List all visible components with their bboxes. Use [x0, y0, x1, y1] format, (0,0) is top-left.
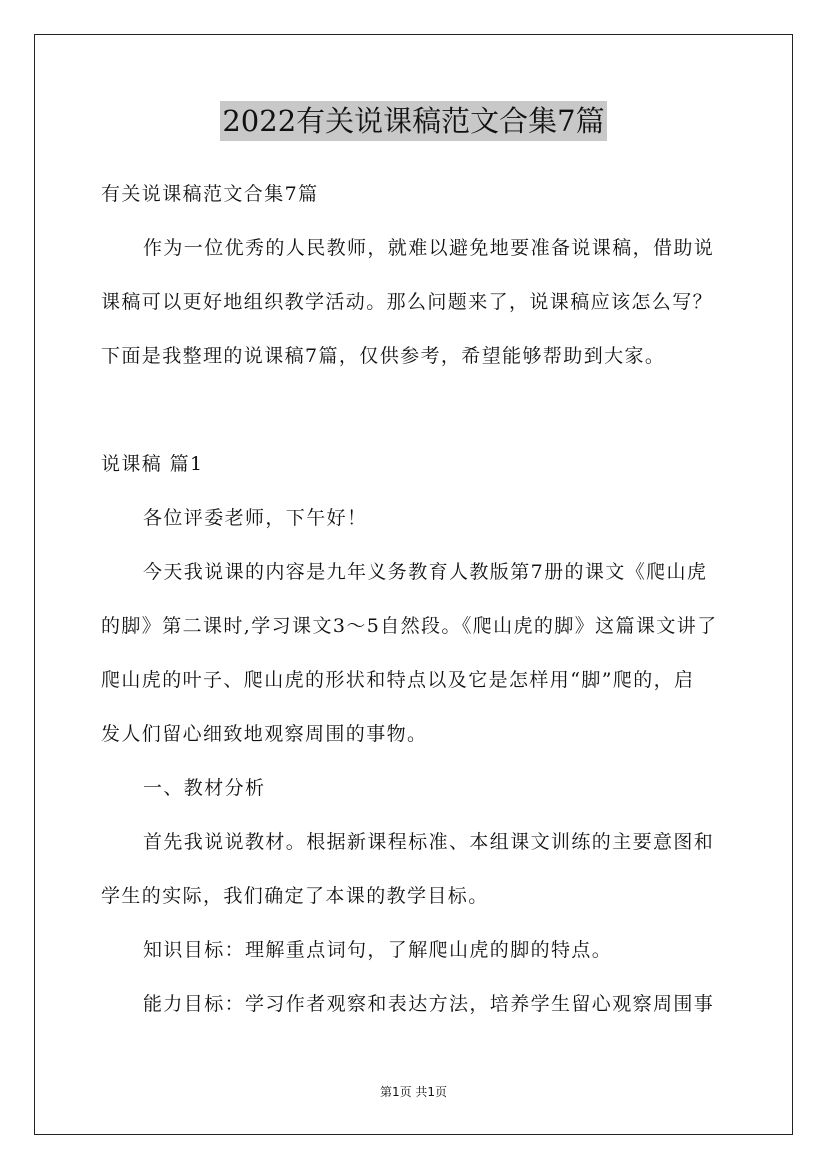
para2-line-2: 学生的实际，我们确定了本课的教学目标。 — [101, 885, 489, 907]
title-container — [0, 101, 827, 141]
greeting: 各位评委老师，下午好！ — [143, 507, 368, 529]
para1-line-3: 爬山虎的叶子、爬山虎的形状和特点以及它是怎样用“脚”爬的，启 — [101, 669, 695, 691]
document-subtitle: 有关说课稿范文合集7篇 — [101, 183, 319, 205]
section-heading: 说课稿 篇1 — [101, 453, 204, 475]
page-footer: 第1页 共1页 — [379, 1085, 448, 1099]
knowledge-goal: 知识目标：理解重点词句，了解爬山虎的脚的特点。 — [143, 939, 613, 961]
subheading-textbook-analysis: 一、教材分析 — [143, 777, 266, 799]
intro-line-1: 作为一位优秀的人民教师，就难以避免地要准备说课稿，借助说 — [143, 237, 715, 259]
ability-goal: 能力目标：学习作者观察和表达方法，培养学生留心观察周围事 — [143, 993, 715, 1015]
intro-line-2: 课稿可以更好地组织教学活动。那么问题来了，说课稿应该怎么写？ — [101, 291, 714, 313]
para1-line-2: 的脚》第二课时,学习课文3～5自然段。《爬山虎的脚》这篇课文讲了 — [101, 615, 718, 637]
para2-line-1: 首先我说说教材。根据新课程标准、本组课文训练的主要意图和 — [143, 831, 715, 853]
para1-line-4: 发人们留心细致地观察周围的事物。 — [101, 723, 428, 745]
intro-line-3: 下面是我整理的说课稿7篇，仅供参考，希望能够帮助到大家。 — [101, 345, 666, 367]
document-title: 2022有关说课稿范文合集7篇 — [220, 101, 606, 141]
para1-line-1: 今天我说课的内容是九年义务教育人教版第7册的课文《爬山虎 — [143, 561, 708, 583]
